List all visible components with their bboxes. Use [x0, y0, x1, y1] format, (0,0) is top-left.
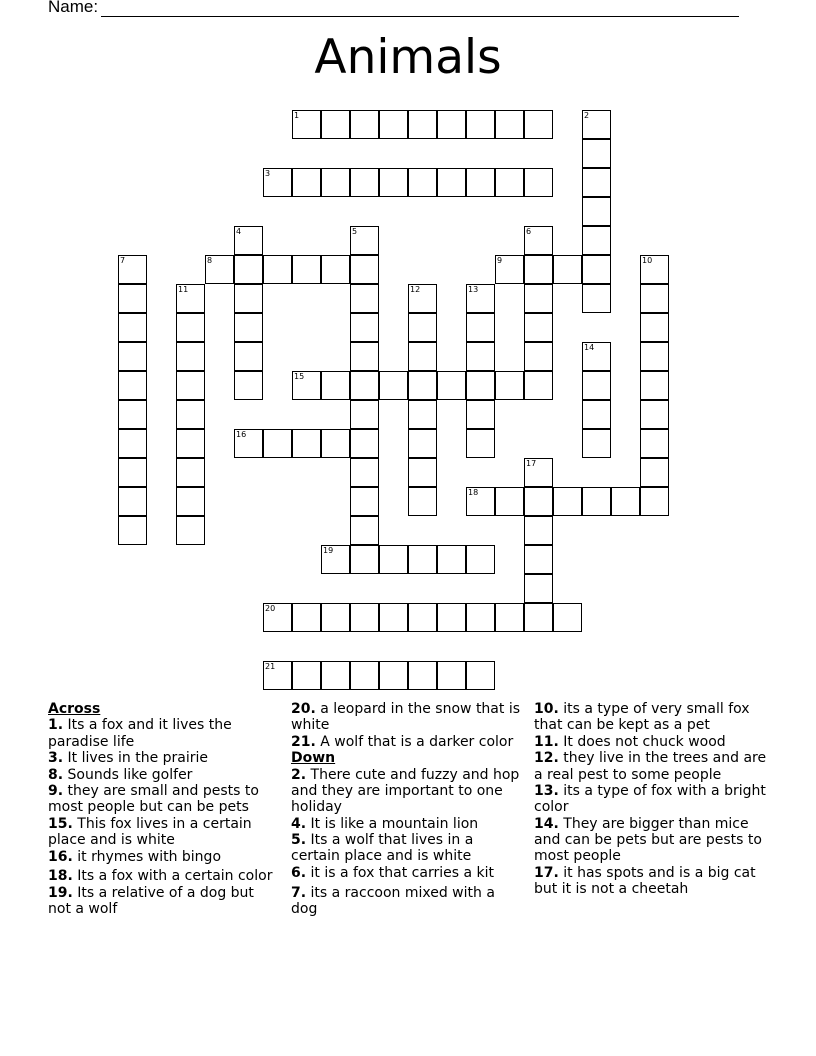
clue-across-20: 20. a leopard in the snow that is white: [291, 701, 521, 734]
grid-cell[interactable]: [408, 603, 437, 632]
grid-cell[interactable]: [495, 487, 524, 516]
grid-cell[interactable]: [437, 110, 466, 139]
clue-across-15: 15. This fox lives in a certain place and is white: [48, 815, 252, 849]
grid-cell[interactable]: [118, 429, 147, 458]
clue-across-16: 16. it rhymes with bingo: [48, 848, 222, 865]
grid-cell[interactable]: [466, 371, 495, 400]
grid-cell[interactable]: [524, 284, 553, 313]
down-heading: Down: [291, 750, 336, 767]
clue-number-4: 4: [236, 227, 242, 236]
grid-cell[interactable]: [321, 661, 350, 690]
clue-number-10: 10: [642, 256, 653, 265]
grid-cell[interactable]: [582, 197, 611, 226]
grid-cell[interactable]: [176, 487, 205, 516]
clue-down-4: 4. It is like a mountain lion: [291, 815, 479, 832]
grid-cell[interactable]: [350, 429, 379, 458]
grid-cell[interactable]: [350, 313, 379, 342]
clue-number-15: 15: [294, 372, 305, 381]
grid-cell[interactable]: [176, 429, 205, 458]
grid-cell[interactable]: [466, 603, 495, 632]
grid-cell[interactable]: [234, 255, 263, 284]
clue-number-2: 2: [584, 111, 590, 120]
grid-cell[interactable]: [408, 168, 437, 197]
grid-cell[interactable]: [408, 110, 437, 139]
clue-down-10: 10. its a type of very small fox that can be kept as a pet: [534, 701, 750, 734]
grid-cell[interactable]: [611, 487, 640, 516]
grid-cell[interactable]: [350, 371, 379, 400]
grid-cell[interactable]: [118, 458, 147, 487]
grid-cell[interactable]: [408, 661, 437, 690]
grid-cell[interactable]: [350, 603, 379, 632]
clue-number-14: 14: [584, 343, 595, 352]
grid-cell[interactable]: [321, 255, 350, 284]
clues-column-1: [48, 701, 280, 918]
clue-down-2: 2. There cute and fuzzy and hop and they are important to one holiday: [291, 766, 520, 816]
grid-cell[interactable]: [408, 545, 437, 574]
grid-cell[interactable]: [118, 284, 147, 313]
grid-cell[interactable]: [321, 110, 350, 139]
grid-cell[interactable]: [350, 487, 379, 516]
clue-number-8: 8: [207, 256, 213, 265]
grid-cell[interactable]: [495, 603, 524, 632]
page-title: Animals: [314, 30, 502, 85]
grid-cell[interactable]: [466, 313, 495, 342]
grid-cell[interactable]: [234, 284, 263, 313]
clue-across-21: 21. A wolf that is a darker color: [291, 733, 514, 750]
grid-cell[interactable]: [176, 400, 205, 429]
grid-cell[interactable]: [321, 371, 350, 400]
grid-cell[interactable]: [292, 603, 321, 632]
clue-number-11: 11: [178, 285, 189, 294]
grid-cell[interactable]: [437, 661, 466, 690]
grid-cell[interactable]: [350, 168, 379, 197]
grid-cell[interactable]: [292, 255, 321, 284]
clue-number-13: 13: [468, 285, 479, 294]
grid-cell[interactable]: [582, 226, 611, 255]
clue-number-9: 9: [497, 256, 503, 265]
grid-cell[interactable]: [524, 545, 553, 574]
grid-cell[interactable]: [408, 342, 437, 371]
grid-cell[interactable]: [118, 400, 147, 429]
grid-cell[interactable]: [350, 458, 379, 487]
clue-down-14: 14. They are bigger than mice and can be pets but are pests to most people: [534, 815, 762, 865]
grid-cell[interactable]: [524, 255, 553, 284]
clue-across-1: 1. Its a fox and it lives the paradise life: [48, 717, 232, 750]
grid-cell[interactable]: [640, 487, 669, 516]
clue-across-19: 19. Its a relative of a dog but not a wolf: [48, 884, 254, 918]
clue-number-19: 19: [323, 546, 334, 555]
clue-number-17: 17: [526, 459, 537, 468]
grid-cell[interactable]: [640, 313, 669, 342]
clues-column-3: [534, 701, 770, 898]
clue-number-18: 18: [468, 488, 479, 497]
grid-cell[interactable]: [379, 661, 408, 690]
grid-cell[interactable]: [350, 400, 379, 429]
clue-number-3: 3: [265, 169, 271, 178]
grid-cell[interactable]: [582, 429, 611, 458]
grid-cell[interactable]: [408, 487, 437, 516]
clue-across-3: 3. It lives in the prairie: [48, 750, 209, 767]
grid-cell[interactable]: [118, 487, 147, 516]
clue-down-5: 5. Its a wolf that lives in a certain place and is white: [291, 832, 474, 865]
grid-cell[interactable]: [524, 603, 553, 632]
clues-column-2: [291, 701, 523, 917]
grid-cell[interactable]: [640, 400, 669, 429]
clue-down-6: 6. it is a fox that carries a kit: [291, 864, 494, 881]
grid-cell[interactable]: [350, 661, 379, 690]
grid-cell[interactable]: [437, 603, 466, 632]
grid-cell[interactable]: [350, 516, 379, 545]
grid-cell[interactable]: [176, 313, 205, 342]
grid-cell[interactable]: [524, 342, 553, 371]
grid-cell[interactable]: [176, 342, 205, 371]
clue-number-1: 1: [294, 111, 300, 120]
clue-number-16: 16: [236, 430, 247, 439]
grid-cell[interactable]: [234, 371, 263, 400]
grid-cell[interactable]: [118, 313, 147, 342]
name-label: Name:: [48, 0, 99, 16]
grid-cell[interactable]: [582, 168, 611, 197]
grid-cell[interactable]: [379, 168, 408, 197]
grid-cell[interactable]: [263, 255, 292, 284]
clue-number-12: 12: [410, 285, 421, 294]
grid-cell[interactable]: [234, 342, 263, 371]
grid-cell[interactable]: [379, 603, 408, 632]
grid-cell[interactable]: [466, 661, 495, 690]
grid-cell[interactable]: [495, 110, 524, 139]
grid-cell[interactable]: [640, 429, 669, 458]
grid-cell[interactable]: [379, 110, 408, 139]
grid-cell[interactable]: [321, 429, 350, 458]
clue-number-7: 7: [120, 256, 126, 265]
grid-cell[interactable]: [640, 284, 669, 313]
grid-cell[interactable]: [582, 255, 611, 284]
grid-cell[interactable]: [582, 400, 611, 429]
grid-cell[interactable]: [466, 429, 495, 458]
grid-cell[interactable]: [408, 429, 437, 458]
grid-cell[interactable]: [176, 458, 205, 487]
grid-cell[interactable]: [176, 371, 205, 400]
grid-cell[interactable]: [524, 371, 553, 400]
clue-number-5: 5: [352, 227, 358, 236]
grid-cell[interactable]: [437, 545, 466, 574]
grid-cell[interactable]: [553, 487, 582, 516]
grid-cell[interactable]: [176, 516, 205, 545]
clue-down-11: 11. It does not chuck wood: [534, 733, 726, 750]
grid-cell[interactable]: [408, 371, 437, 400]
grid-cell[interactable]: [350, 110, 379, 139]
grid-cell[interactable]: [524, 110, 553, 139]
clue-down-12: 12. they live in the trees and are a real pest to some people: [534, 750, 767, 783]
grid-cell[interactable]: [437, 371, 466, 400]
grid-cell[interactable]: [640, 371, 669, 400]
grid-cell[interactable]: [408, 313, 437, 342]
grid-cell[interactable]: [582, 284, 611, 313]
grid-cell[interactable]: [263, 429, 292, 458]
grid-cell[interactable]: [437, 168, 466, 197]
grid-cell[interactable]: [524, 313, 553, 342]
clue-across-8: 8. Sounds like golfer: [48, 766, 193, 783]
clue-down-7: 7. its a raccoon mixed with a dog: [291, 884, 495, 917]
grid-cell[interactable]: [292, 429, 321, 458]
grid-cell[interactable]: [553, 255, 582, 284]
grid-cell[interactable]: [466, 110, 495, 139]
grid-cell[interactable]: [118, 371, 147, 400]
grid-cell[interactable]: [495, 371, 524, 400]
grid-cell[interactable]: [321, 603, 350, 632]
grid-cell[interactable]: [379, 545, 408, 574]
grid-cell[interactable]: [350, 255, 379, 284]
grid-cell[interactable]: [466, 400, 495, 429]
grid-cell[interactable]: [408, 400, 437, 429]
grid-cell[interactable]: [466, 545, 495, 574]
clue-across-18: 18. Its a fox with a certain color: [48, 868, 273, 885]
grid-cell[interactable]: [582, 487, 611, 516]
grid-cell[interactable]: [553, 603, 582, 632]
grid-cell[interactable]: [466, 168, 495, 197]
grid-cell[interactable]: [524, 574, 553, 603]
grid-cell[interactable]: [582, 371, 611, 400]
clue-number-21: 21: [265, 662, 276, 671]
clue-number-20: 20: [265, 604, 276, 613]
grid-cell[interactable]: [582, 139, 611, 168]
grid-cell[interactable]: [350, 545, 379, 574]
grid-cell[interactable]: [524, 487, 553, 516]
grid-cell[interactable]: [495, 168, 524, 197]
grid-cell[interactable]: [118, 516, 147, 545]
grid-cell[interactable]: [379, 371, 408, 400]
grid-cell[interactable]: [408, 458, 437, 487]
grid-cell[interactable]: [524, 168, 553, 197]
across-heading: Across: [48, 701, 101, 717]
grid-cell[interactable]: [118, 342, 147, 371]
grid-cell[interactable]: [350, 284, 379, 313]
grid-cell[interactable]: [350, 342, 379, 371]
grid-cell[interactable]: [292, 168, 321, 197]
grid-cell[interactable]: [640, 458, 669, 487]
grid-cell[interactable]: [466, 342, 495, 371]
grid-cell[interactable]: [234, 313, 263, 342]
grid-cell[interactable]: [640, 342, 669, 371]
grid-cell[interactable]: [524, 516, 553, 545]
grid-cell[interactable]: [321, 168, 350, 197]
grid-cell[interactable]: [292, 661, 321, 690]
clue-down-17: 17. it has spots and is a big cat but it is not a cheetah: [534, 864, 756, 898]
clue-down-13: 13. its a type of fox with a bright color: [534, 783, 766, 816]
clue-across-9: 9. they are small and pests to most people but can be pets: [48, 783, 259, 816]
clue-number-6: 6: [526, 227, 532, 236]
